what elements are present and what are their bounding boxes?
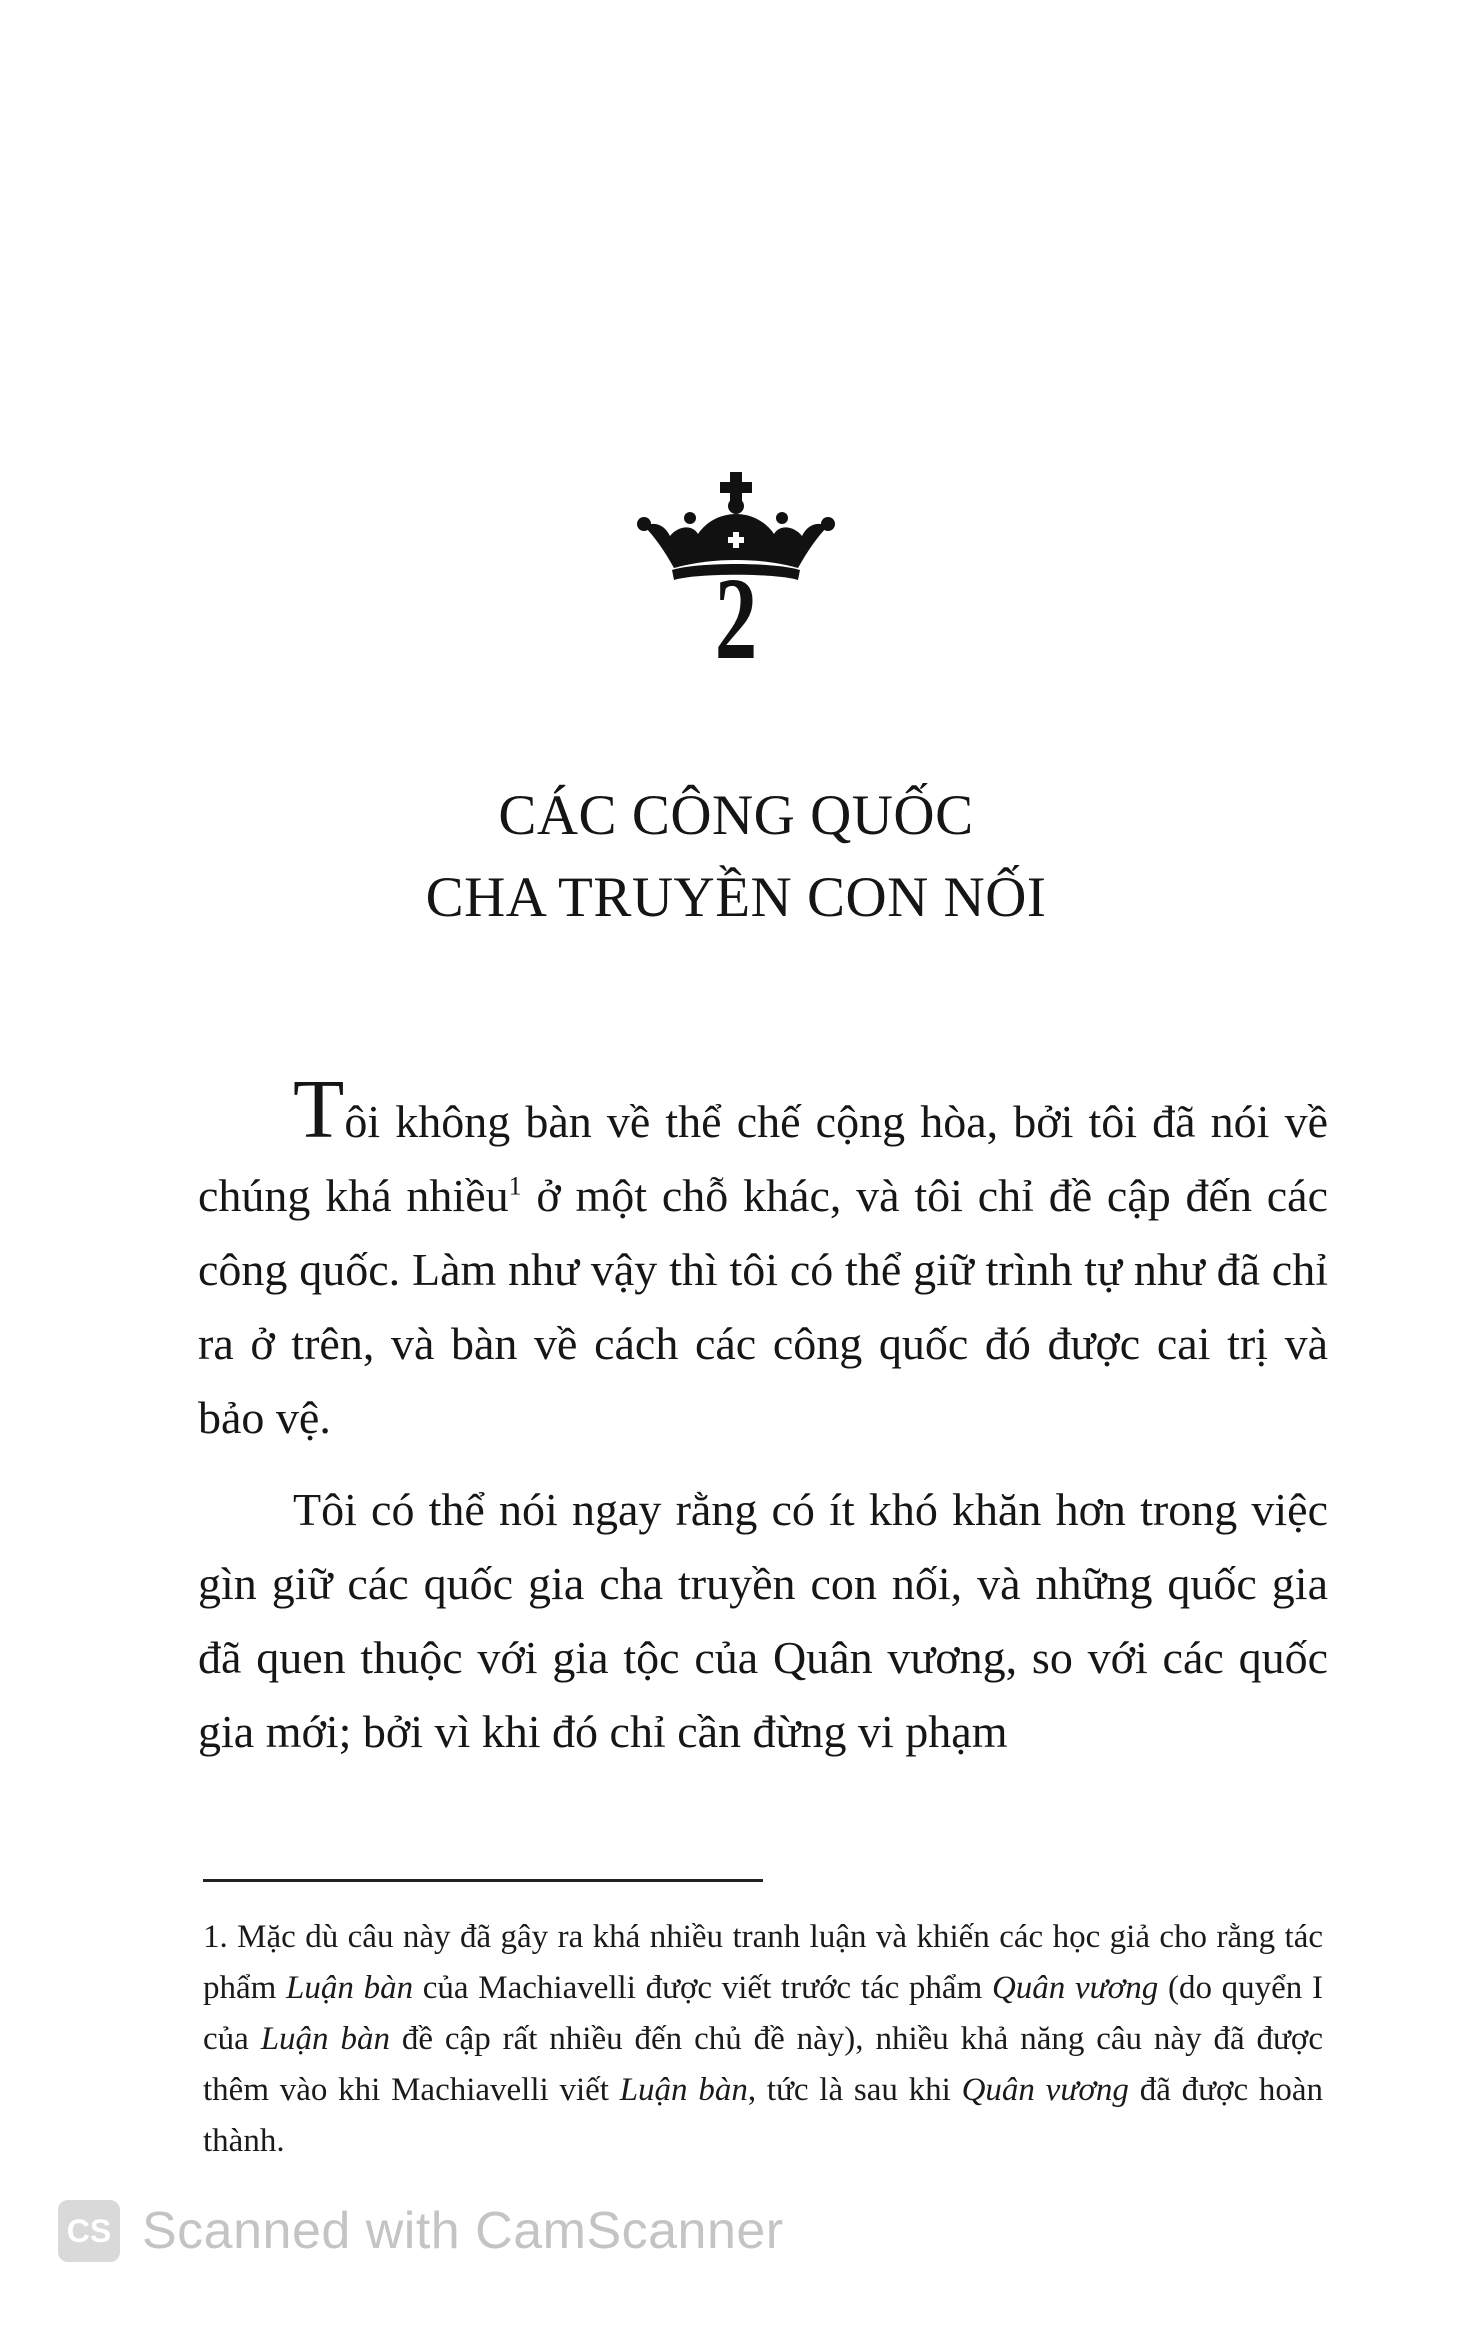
- footnote: [203, 1912, 1323, 2167]
- body-text: [198, 1063, 1328, 1787]
- paragraph-1-text-a: ôi không bàn về thể chế cộng hòa, bởi tôi đã nói về chúng khá nhiều: [198, 1096, 1328, 1221]
- footnote-italic-title: Luận bàn: [619, 2072, 748, 2108]
- paragraph-2: Tôi có thể nói ngay rằng có ít khó khăn hơn trong việc gìn giữ các quốc gia cha truyền con nối, và những quốc gia đã quen thuộc với gia tộc của Quân vương, so với các quốc gia mới; bởi vì khi đó chỉ cần đừng vi phạm: [198, 1484, 1328, 1757]
- paragraph-1: [198, 1063, 1328, 1455]
- scanner-watermark: [58, 2198, 784, 2264]
- camscanner-logo-text: CS: [66, 2213, 112, 2249]
- footnote-text: của Machiavelli được viết trước tác phẩm: [413, 1970, 992, 2006]
- footnote-text: đã được hoàn thành.: [203, 2072, 1324, 2159]
- watermark-text: Scanned with CamScanner: [142, 2202, 784, 2260]
- footnote-text: 1. Mặc dù câu này đã gây ra khá nhiều tranh luận và khiến các học giả cho rằng tác phẩm: [203, 1919, 1323, 2006]
- footnote-italic-title: Quân vương: [961, 2072, 1129, 2108]
- footnote-1: [203, 1912, 1323, 2167]
- chapter-title: [0, 775, 1472, 939]
- drop-cap: T: [293, 1063, 345, 1156]
- paragraph-1-text-b: ở một chỗ khác, và tôi chỉ đề cập đến các công quốc. Làm như vậy thì tôi có thể giữ trình tự như đã chỉ ra ở trên, và bàn về cách các công quốc đó được cai trị và bảo vệ.: [198, 1170, 1328, 1443]
- chapter-number: 2: [714, 553, 758, 684]
- footnote-divider: [203, 1879, 763, 1882]
- footnote-reference[interactable]: 1: [508, 1171, 522, 1201]
- footnote-italic-title: Quân vương: [991, 1970, 1159, 2006]
- chapter-title-line-2: CHA TRUYỀN CON NỐI: [425, 866, 1047, 929]
- footnote-text: đề cập rất nhiều đến chủ đề này), nhiều khả năng câu này đã được thêm vào khi Machiavelli viết: [203, 2021, 1324, 2108]
- camscanner-logo-icon: [58, 2200, 120, 2262]
- chapter-title-line-1: CÁC CÔNG QUỐC: [498, 784, 974, 847]
- footnote-text: (do quyển I của: [203, 1970, 1323, 2057]
- footnote-italic-title: Luận bàn: [260, 2021, 390, 2057]
- footnote-text: , tức là sau khi: [747, 2072, 962, 2108]
- footnote-italic-title: Luận bàn: [286, 1970, 414, 2006]
